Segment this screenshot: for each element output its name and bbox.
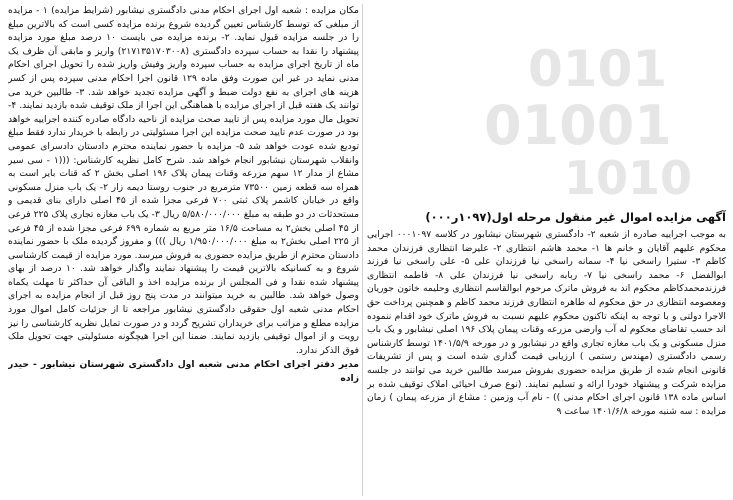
auction-conditions-column [8,4,359,496]
auction-conditions-text: مکان مزایده : شعبه اول اجرای احکام مدنی دادگستری نیشابور (شرایط مزایده) ۱ - مزایده از مبلغی که توسط کارشناس تعیین گردیده شروع برنده مزایده کسی است که بالاترین مبلغ را در جلسه مزایده قبول نماید. ۲- برنده مزایده می بایست ۱۰ درصد مبلغ مورد مزایده پیشنهاد را نقدا به حساب سپرده دادگستری (۲۱۷۱۳۵۱۷۰۳۰۰۸) واریز و مابقی آن ظرف یک ماه از تاریخ اجرای مزایده به حساب سپرده واریز وفیش واریز شده را تحویل اجرای احکام مدنی نماید در غیر این صورت وفق ماده ۱۲۹ قانون اجرا احکام مدنی سپرده پس از کسر هزینه های اجرای به نفع دولت ضبط و آگهی مزایده تجدید خواهد شد. ۳- طالبین خرید می توانند یک هفته قبل از اجرای مزایده با هماهنگی این اجرا از ملک توقیف شده بازدید نمایند. ۴- تحویل مال مورد مزایده پس از تایید صحت مزایده از ناحیه دادگاه صادره کننده اجراییه خواهد بود در صورت عدم تایید صحت مزایده این اجرا مسئولیتی در رابطه با خریدار ندارد فقط مبلغ تودیع شده عودت خواهد شد ۵- مزایده با حضور نماینده محترم دادستان دادسرای عمومی وانقلاب شهرستان نیشابور انجام خواهد شد. شرح کامل نظریه کارشناس: (((۱ - سی سیر مشاع از مدار ۱۲ سهم مزرعه وقنات پیمان پلاک ۱۹۶ اصلی بخش ۲ که قنات بایر است به همراه سه قطعه زمین ۷۳۵۰۰ مترمربع در جنوب روستا دیمه زار ۲- یک باب منزل مسکونی واقع در خیابان کاشمر پلاک ثبتی ۷۰۰ فرعی مجزا شده از ۴۵ اصلی دارای بنای قدیمی و مستحدثات در دو طبقه به مبلغ ۵/۵۸۰/۰۰۰/۰۰۰ ریال ۳- یک باب مغازه تجاری پلاک ۲۲۵ فرعی از ۴۵ اصلی بخش۲ به مساحت ۱۶/۵ متر مربع به شماره ۶۹۹ فرعی مجزا شده از ۴۵ فرعی از ۲۲۵ اصلی بخش۲ به مبلغ ۱/۹۵۰/۰۰۰/۰۰۰ ریال ))) و مفروز گردیده ملک با حضور نماینده دادستان محترم از طریق مزایده حضوری به فروش میرسد. مورد مزایده از قیمت کارشناسی شروع و به کسانیکه بالاترین قیمت را پیشنهاد نمایند واگذار خواهد شد. ۱۰ درصد از بهای پیشنهاد شده نقدا و فی المجلس از برنده مزایده اخذ و الباقی آن حداکثر تا مهلت یکماه وصول خواهد شد. طالبین به خرید میتوانند در مدت پنج روز قبل از انجام مزایده به اجرای احکام مدنی شعبه اول حقوقی دادگستری نیشابور مراجعه تا از جزئیات کامل اموال مورد مزایده مطلع و مراتب برای خریداران تشریح گردد و در صورت تمایل نظریه کارشناسی را نیز رویت و از اموال توقیفی بازدید نمایند. ضمنا این اجرا هیچگونه مسئولیتی جهت تحویل ملک فوق الذکر ندارد. [8,5,359,356]
column-divider [362,4,363,496]
office-signature: مدیر دفتر اجرای احکام مدنی شعبه اول دادگستری شهرستان نیشابور - حیدر زاده [8,359,359,385]
watermark-row: 1010 [564,151,693,199]
notice-title: آگهی مزایده اموال غیر منقول مرحله اول(۱۰۹۷ر۰۰۰) [425,210,726,224]
auction-notice-column [367,210,726,496]
watermark-row: 0101 [528,40,668,98]
notice-body: به موجب اجراییه صادره از شعبه ۲- دادگستری شهرستان نیشابور در کلاسه ۰۰۰۱۰۹۷ اجرایی محکوم علیهم آقایان و خانم ها ۱- محمد هاشم انتظاری ۲- علیرضا انتظاری فرزندان محمد کاظم ۳- ستیرا راسخی نیا ۴- سمانه راسخی نیا فرزندان علی ۵- علی راسخی نیا فرزند ابوالفضل ۶- محمد راسخی نیا ۷- ربابه راسخی نیا فرزندان علی ۸- فاطمه انتظاری فرزندمحمدکاظم محکوم اند به فروش ماترک مرحوم ابوالقاسم انتظاری وحلیمه خاتون جوریان ومعصومه انتظاری در حق محکوم له طاهره انتظاری فرزند محمد کاظم و همچنین پرداخت حق الاجرا دولتی و با توجه به اینکه تاکنون محکوم علیهم نسبت به فروش ماترک خود اقدام ننموده اند حسب تقاضای محکوم له آب وارضی مزرعه وقنات پیمان پلاک ۱۹۶ اصلی نیشابور و یک باب منزل مسکونی و یک باب مغازه تجاری واقع در نیشابور و در مورخه ۱۴۰۱/۵/۹ توسط کارشناس رسمی دادگستری (مهندس رستمی ) ارزیابی قیمت گذاری شده است و پس از تشریفات قانونی انجام شده از طریق مزایده حضوری بفروش میرسد طالبین خرید می توانند در جلسه مزایده شرکت و پیشنهاد خودرا ارائه و تسلیم نمایند. (نوع صرف احیائی املاک توقیف شده بر اساس ماده ۱۳۸ قانون اجرای احکام مدنی )) - نام آب وزمین : مشاع از مزرعه پیمان ) زمان مزایده : سه شنبه مورخه ۱۴۰۱/۶/۸ ساعت ۹ [367,229,726,417]
binary-watermark-graphic [388,34,718,199]
watermark-row: 01001 [484,94,672,157]
